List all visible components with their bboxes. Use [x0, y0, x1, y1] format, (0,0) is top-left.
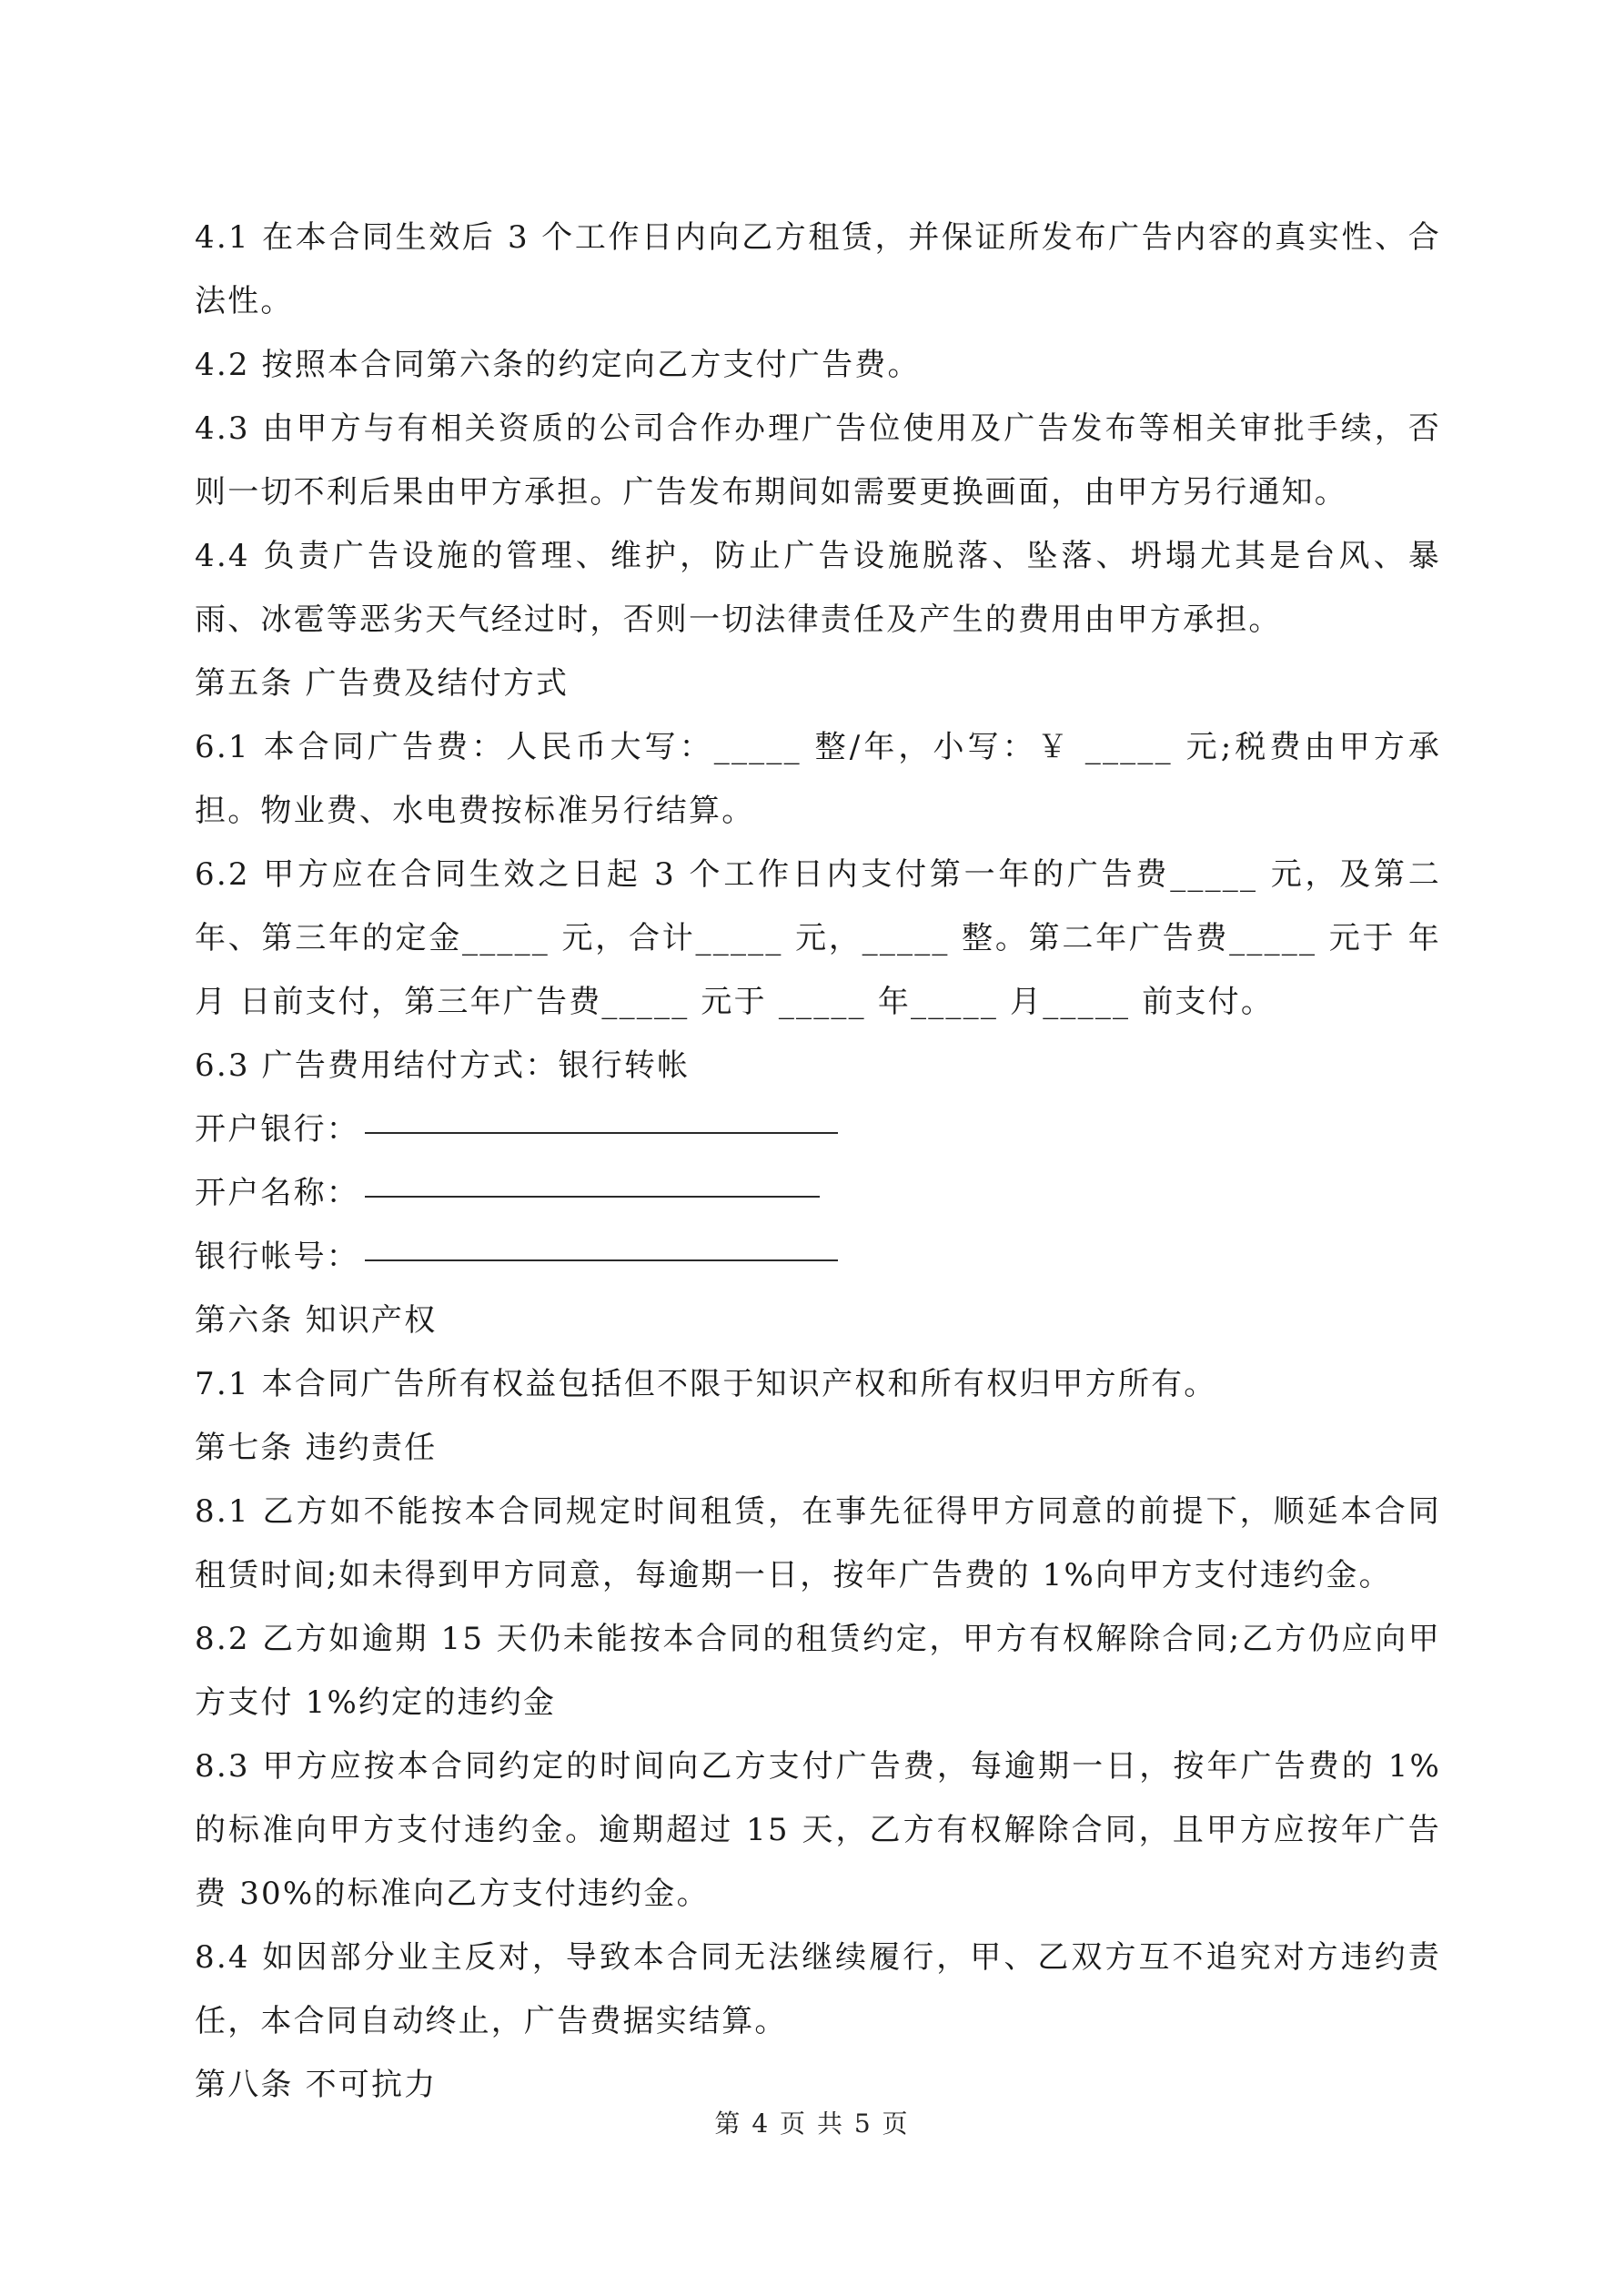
account-name-blank — [365, 1196, 820, 1198]
clause-4-3: 4.3 由甲方与有相关资质的公司合作办理广告位使用及广告发布等相关审批手续，否则一切不利后果由甲方承担。广告发布期间如需要更换画面，由甲方另行通知。 — [195, 410, 1441, 511]
article-5-heading: 第五条 广告费及结付方式 — [195, 665, 570, 702]
clause-8-3: 8.3 甲方应按本合同约定的时间向乙方支付广告费，每逾期一日，按年广告费的 1%的标准向甲方支付违约金。逾期超过 15 天，乙方有权解除合同，且甲方应按年广告费 30%的标准向乙方支付违约金。 — [195, 1748, 1441, 1912]
bank-name-blank — [365, 1132, 838, 1134]
article-6-heading: 第六条 知识产权 — [195, 1302, 438, 1339]
clause-8-4: 8.4 如因部分业主反对，导致本合同无法继续履行，甲、乙双方互不追究对方违约责任，本合同自动终止，广告费据实结算。 — [195, 1939, 1441, 2039]
bank-name-label: 开户银行： — [195, 1111, 359, 1148]
account-number-field — [195, 1225, 1441, 1289]
page-number: 第 4 页 共 5 页 — [714, 2109, 910, 2139]
account-name-label: 开户名称： — [195, 1175, 359, 1211]
clause-6-1: 6.1 本合同广告费：人民币大写：_____ 整/年，小写：￥ _____ 元;税费由甲方承担。物业费、水电费按标准另行结算。 — [195, 729, 1441, 829]
document-body — [195, 206, 1441, 2117]
clause-7-1: 7.1 本合同广告所有权益包括但不限于知识产权和所有权归甲方所有。 — [195, 1366, 1217, 1402]
clause-4-4: 4.4 负责广告设施的管理、维护，防止广告设施脱落、坠落、坍塌尤其是台风、暴雨、冰雹等恶劣天气经过时，否则一切法律责任及产生的费用由甲方承担。 — [195, 538, 1441, 638]
article-7-heading: 第七条 违约责任 — [195, 1430, 438, 1466]
clause-4-1: 4.1 在本合同生效后 3 个工作日内向乙方租赁，并保证所发布广告内容的真实性、合法性。 — [195, 219, 1441, 319]
clause-8-2: 8.2 乙方如逾期 15 天仍未能按本合同的租赁约定，甲方有权解除合同;乙方仍应向甲方支付 1%约定的违约金 — [195, 1621, 1441, 1721]
clause-6-2: 6.2 甲方应在合同生效之日起 3 个工作日内支付第一年的广告费_____ 元，及第二年、第三年的定金_____ 元，合计_____ 元，_____ 整。第二年广告费_____ 元于 年 月 日前支付，第三年广告费_____ 元于 _____ 年_____ 月_____ 前支付。 — [195, 856, 1441, 1020]
article-8-heading: 第八条 不可抗力 — [195, 2067, 438, 2103]
account-number-blank — [365, 1259, 838, 1261]
clause-4-2: 4.2 按照本合同第六条的约定向乙方支付广告费。 — [195, 347, 921, 383]
account-number-label: 银行帐号： — [195, 1239, 359, 1275]
bank-name-field — [195, 1097, 1441, 1161]
account-name-field — [195, 1161, 1441, 1225]
clause-8-1: 8.1 乙方如不能按本合同规定时间租赁，在事先征得甲方同意的前提下，顺延本合同租赁时间;如未得到甲方同意，每逾期一日，按年广告费的 1%向甲方支付违约金。 — [195, 1493, 1441, 1593]
clause-6-3: 6.3 广告费用结付方式：银行转帐 — [195, 1047, 691, 1084]
